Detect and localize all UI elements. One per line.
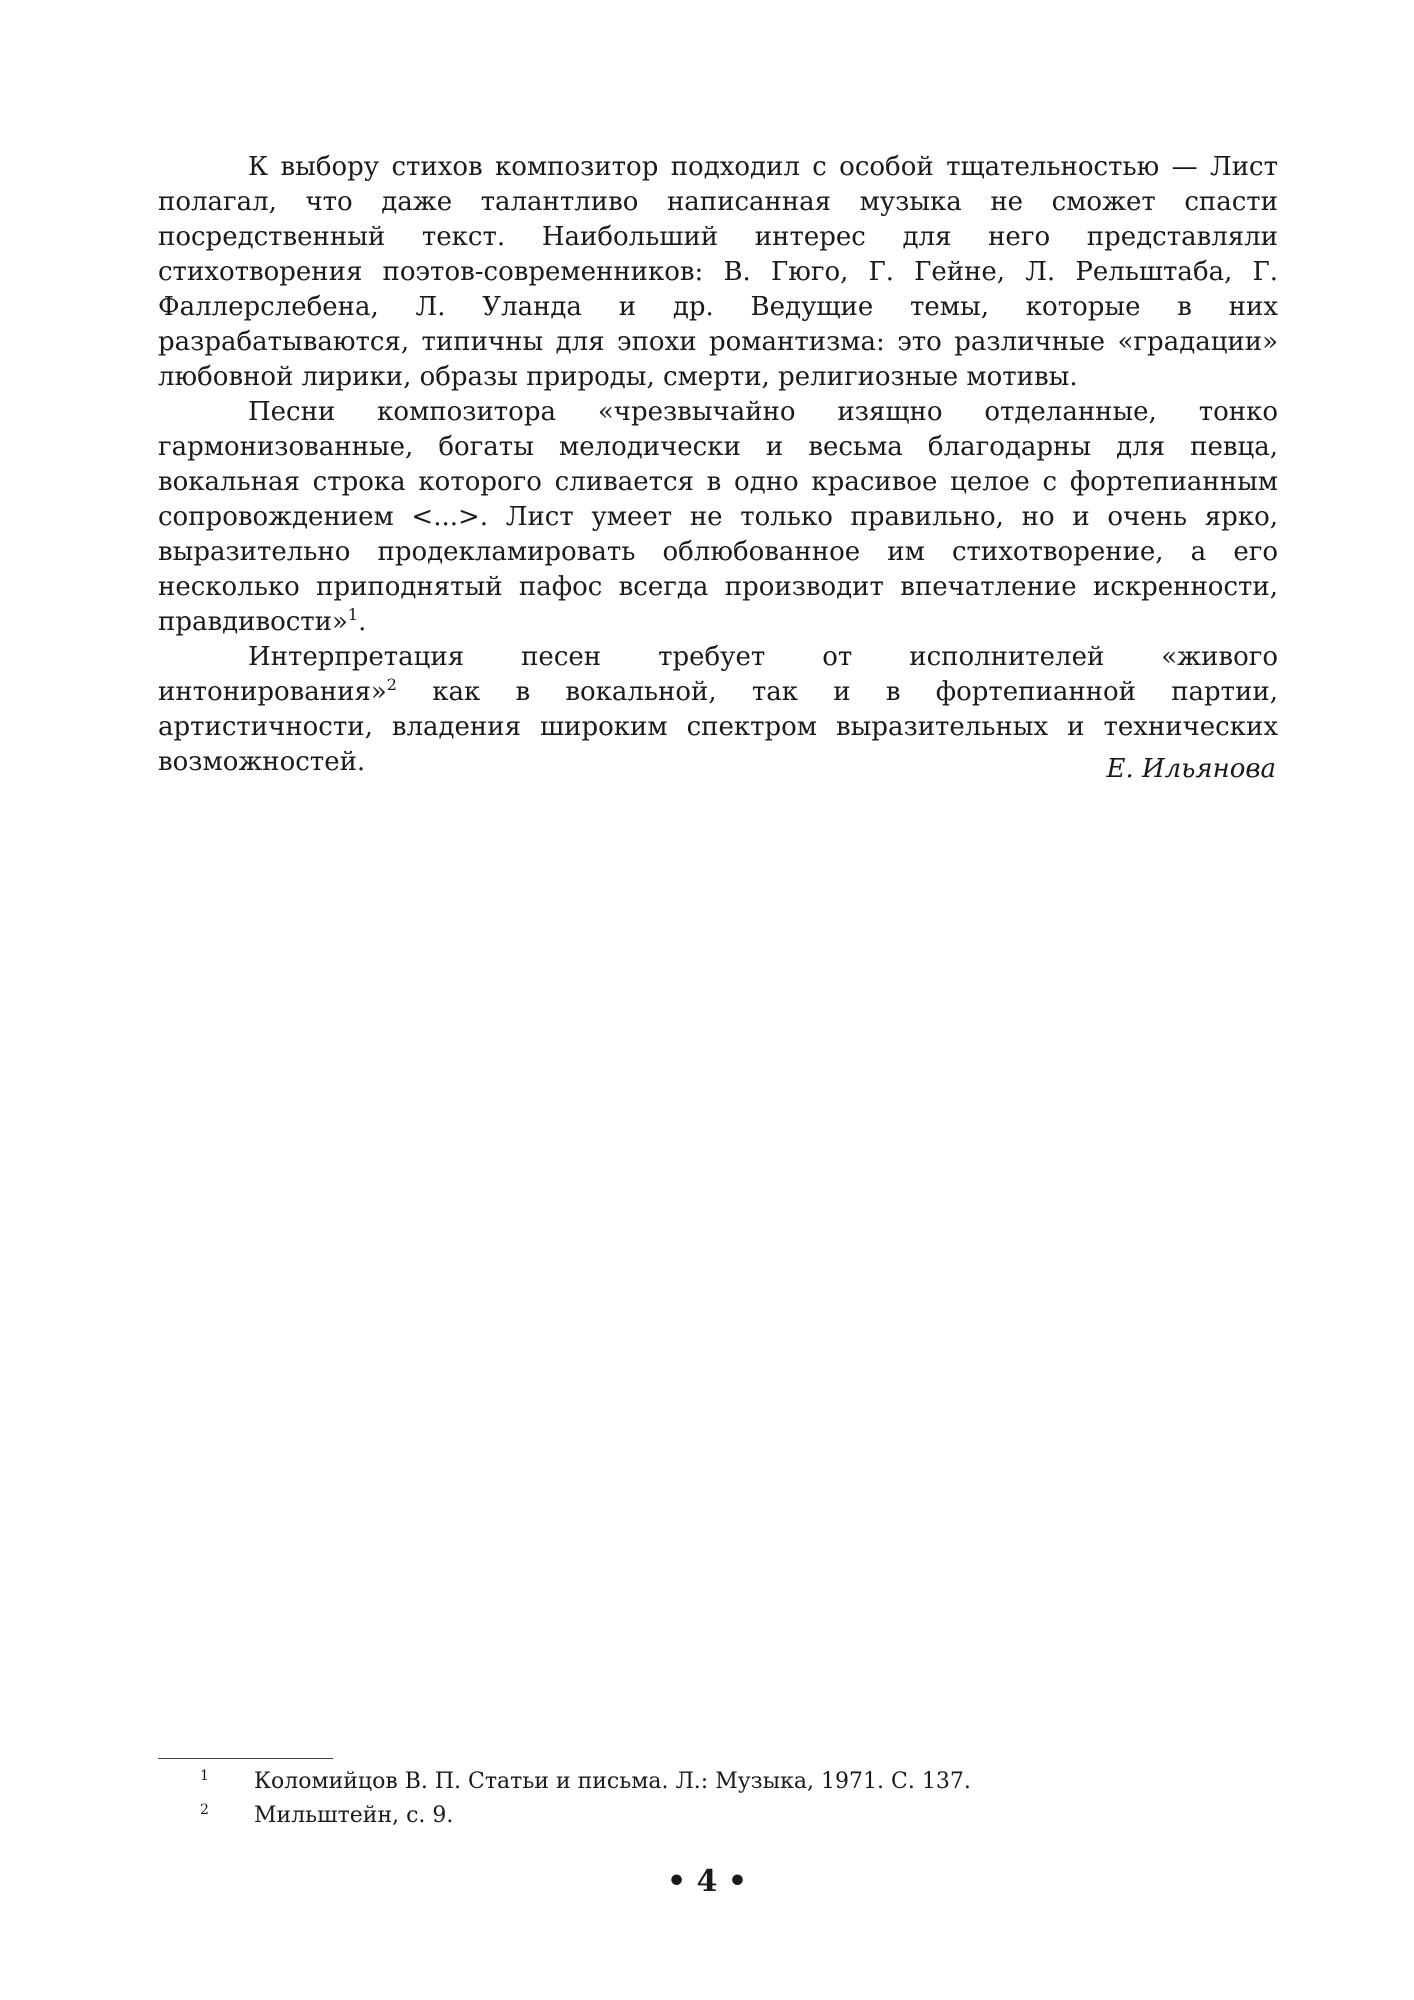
paragraph: Песни композитора «чрезвычайно изящно отделанные, тонко гармонизованные, богаты мелодически и весьма благодарны для певца, вокальная строка которого сливается в одно красивое целое с фортепианным сопровождением <...>. Лист умеет не только правильно, но и очень ярко, выразительно продекламировать облюбованное им стихотворение, а его несколько приподнятый пафос всегда производит впечатление искренности, правдивости»$^1$.: [158, 397, 1278, 637]
footnote: [158, 1799, 1278, 1833]
footnote-ref: 1: [347, 605, 359, 624]
footnote-text: Мильштейн, с. 9.: [254, 1803, 454, 1828]
footnotes: [158, 1765, 1278, 1833]
footnote-mark: 2: [200, 1802, 209, 1818]
footnote-divider: [158, 1758, 333, 1759]
footnote: [158, 1765, 1278, 1799]
footnote-text: Коломийцов В. П. Статьи и письма. Л.: Музыка, 1971. С. 137.: [254, 1769, 971, 1794]
author-signature: Е. Ильянова: [1106, 754, 1276, 784]
footnote-mark: 1: [200, 1768, 209, 1784]
footnote-ref: 2: [386, 675, 397, 694]
main-text: [158, 150, 1278, 780]
paragraph: Интерпретация песен требует от исполнителей «живого интонирования»$^2$ как в вокальной, так и в фортепианной партии, артистичности, владения широким спектром выразительных и технических возможностей.: [158, 642, 1278, 777]
paragraph: К выбору стихов композитор подходил с особой тщательностью — Лист полагал, что даже талантливо написанная музыка не сможет спасти посредственный текст. Наибольший интерес для него представляли стихотворения поэтов-современников: В. Гюго, Г. Гейне, Л. Рельштаба, Г. Фаллерслебена, Л. Уланда и др. Ведущие темы, которые в них разрабатываются, типичны для эпохи романтизма: это различные «градации» любовной лирики, образы природы, смерти, религиозные мотивы.: [158, 152, 1278, 392]
page-number: • 4 •: [666, 1864, 748, 1899]
